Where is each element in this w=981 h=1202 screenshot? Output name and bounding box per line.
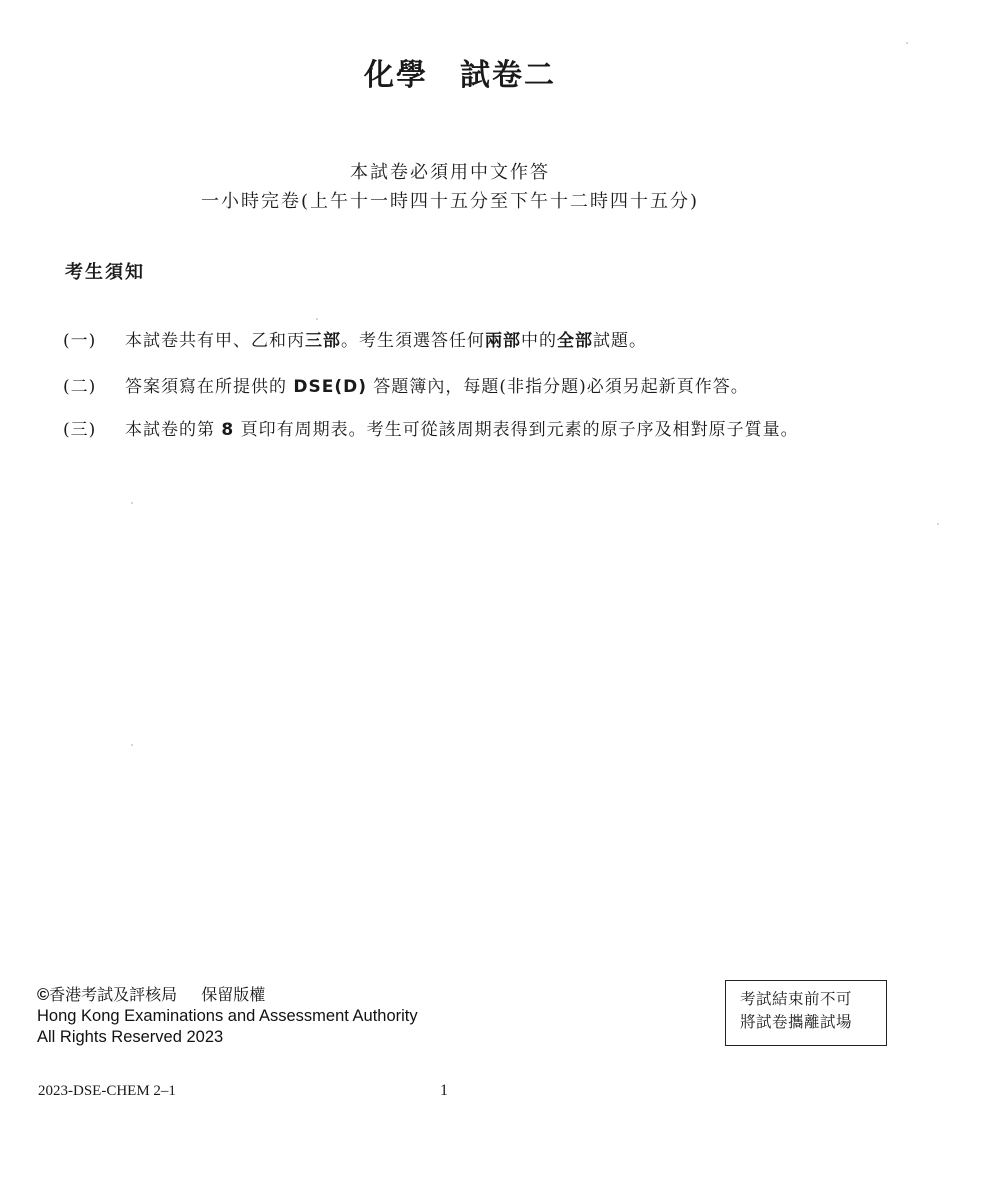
scan-speck xyxy=(316,318,318,320)
instructions-heading: 考生須知 xyxy=(65,262,145,283)
instruction-number: (三) xyxy=(63,420,97,440)
do-not-remove-notice-box xyxy=(725,980,887,1046)
instruction-text: 答案須寫在所提供的 xyxy=(125,377,294,397)
language-instruction: 本試卷必須用中文作答 xyxy=(350,162,550,183)
instruction-text: 頁印有周期表。考生可從該周期表得到元素的原子序及相對原子質量。 xyxy=(234,420,799,440)
instruction-number: (一) xyxy=(63,331,97,351)
paper-title: 化學 試卷二 xyxy=(364,58,556,93)
instruction-item-1 xyxy=(63,326,933,351)
copyright-rights-en: All Rights Reserved 2023 xyxy=(37,1028,224,1046)
instruction-text: 本試卷的第 xyxy=(125,420,222,440)
scan-speck xyxy=(131,744,133,746)
instruction-text: 本試卷共有甲、乙和丙 xyxy=(125,331,305,351)
copyright-notice xyxy=(37,984,418,1048)
copyright-cn-line xyxy=(37,984,418,1006)
instruction-text: 答題簿內，每題(非指分題)必須另起新頁作答。 xyxy=(367,377,749,397)
time-allowed: 一小時完卷(上午十一時四十五分至下午十二時四十五分) xyxy=(200,191,700,212)
emphasis-page-number: 8 xyxy=(221,420,235,440)
emphasis-three-sections: 三部 xyxy=(305,331,341,351)
copyright-rights-cn: 保留版權 xyxy=(201,985,266,1004)
notice-box-line-1: 考試結束前不可 xyxy=(740,990,853,1008)
instruction-text: 。考生須選答任何 xyxy=(341,331,485,351)
notice-box-line-2: 將試卷攜離試場 xyxy=(740,1013,853,1031)
copyright-org-cn: 香港考試及評核局 xyxy=(49,985,178,1004)
scan-speck xyxy=(131,502,133,504)
instruction-item-2 xyxy=(63,372,933,397)
scan-speck xyxy=(937,523,939,525)
copyright-org-en: Hong Kong Examinations and Assessment Authority xyxy=(37,1007,418,1025)
scan-speck xyxy=(906,42,908,44)
instruction-number: (二) xyxy=(63,377,97,397)
paper-code: 2023-DSE-CHEM 2–1 xyxy=(38,1083,176,1099)
instruction-text: 中的 xyxy=(521,331,557,351)
instruction-text: 試題。 xyxy=(593,331,647,351)
emphasis-all: 全部 xyxy=(557,331,593,351)
copyright-icon: © xyxy=(37,986,50,1004)
instruction-item-3 xyxy=(63,415,933,440)
page-number: 1 xyxy=(440,1082,448,1099)
emphasis-two-sections: 兩部 xyxy=(485,331,521,351)
emphasis-answer-book-code: DSE(D) xyxy=(293,377,368,397)
